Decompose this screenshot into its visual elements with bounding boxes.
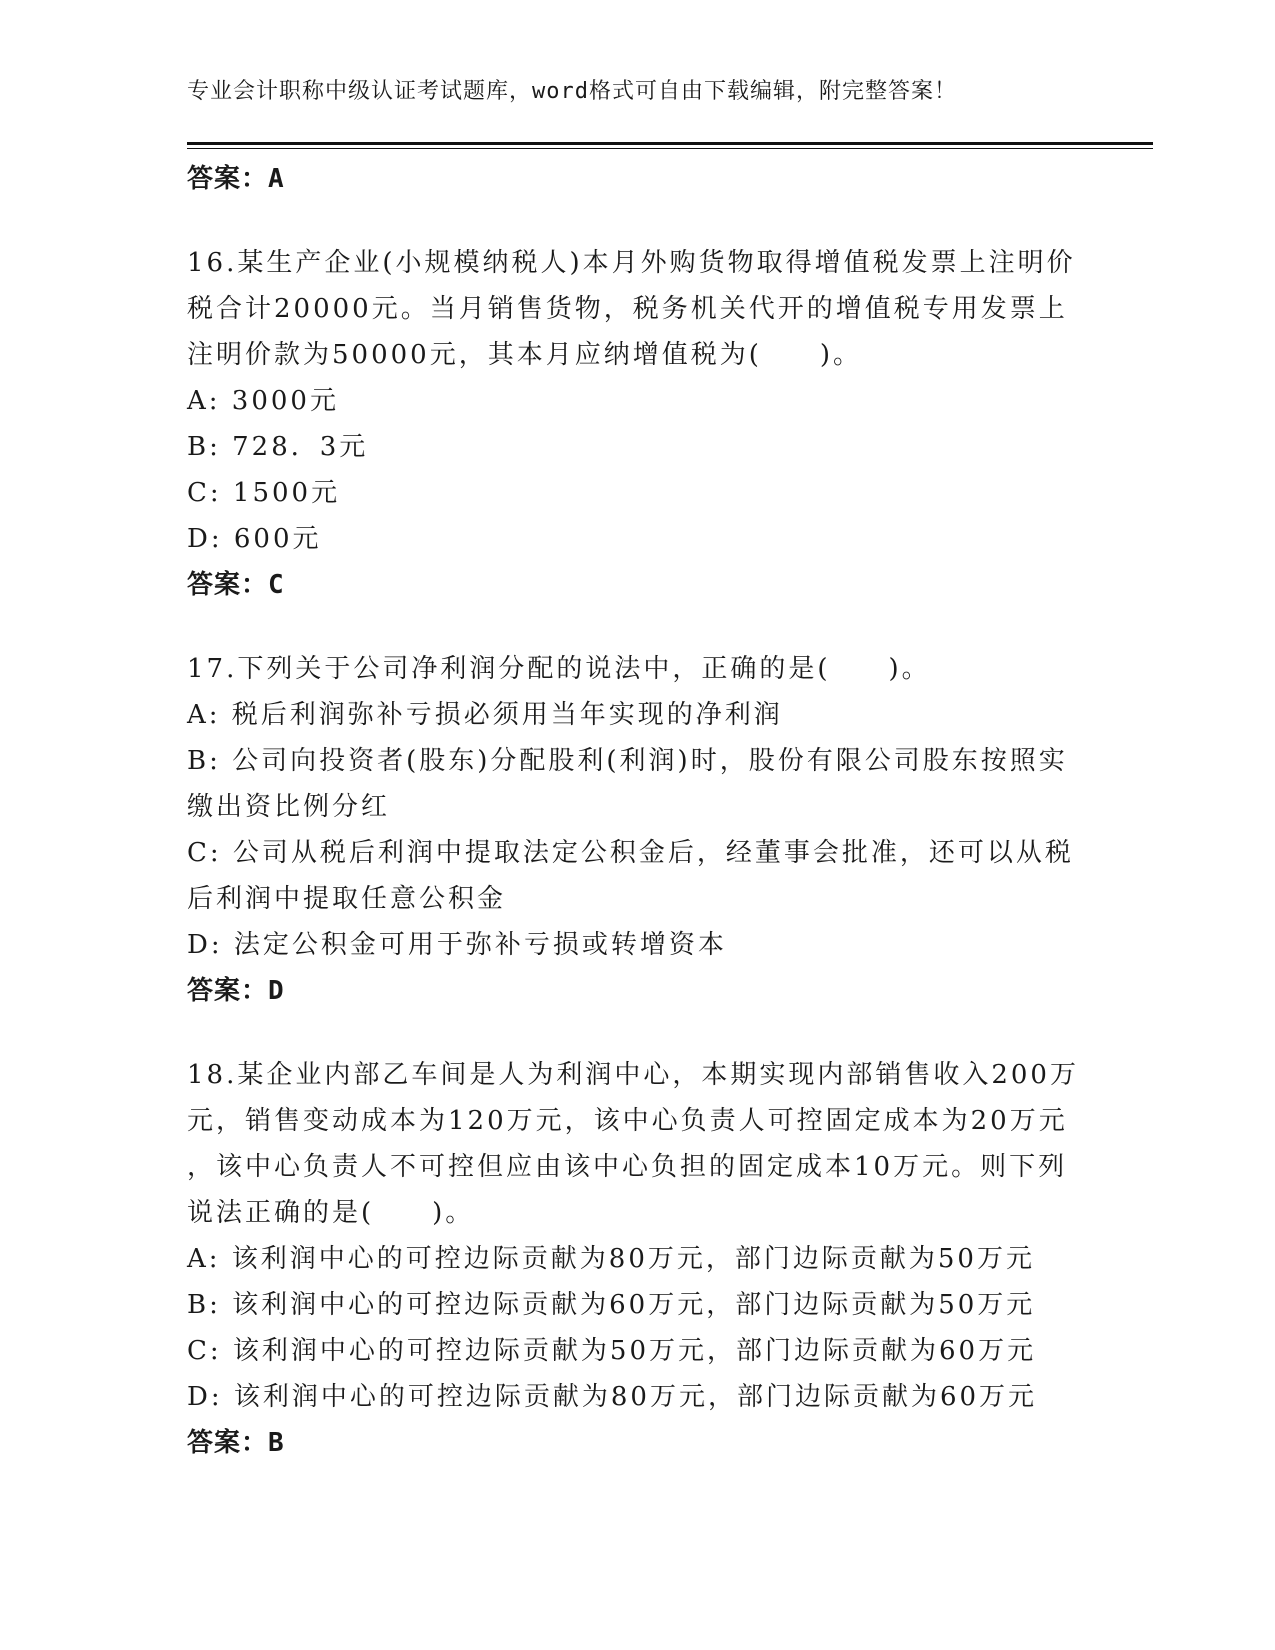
- option-c: C: 1500元: [187, 478, 341, 508]
- option-a: A: 税后利润弥补亏损必须用当年实现的净利润: [187, 700, 783, 730]
- answer: 答案：C: [187, 570, 285, 600]
- question-stem-line: 17.下列关于公司净利润分配的说法中，正确的是( )。: [187, 654, 931, 684]
- question-stem-line: 18.某企业内部乙车间是人为利润中心，本期实现内部销售收入200万: [187, 1060, 1079, 1090]
- answer: 答案：D: [187, 976, 285, 1006]
- option-d: D: 法定公积金可用于弥补亏损或转增资本: [187, 930, 727, 960]
- option-a: A: 该利润中心的可控边际贡献为80万元，部门边际贡献为50万元: [187, 1244, 1035, 1274]
- option-c-continued: 后利润中提取任意公积金: [187, 884, 507, 914]
- question-stem-line: 16.某生产企业(小规模纳税人)本月外购货物取得增值税发票上注明价: [187, 248, 1076, 278]
- question-stem-line: 说法正确的是( )。: [187, 1198, 475, 1228]
- header-rule-thick: [187, 142, 1153, 145]
- question-content: [187, 156, 1077, 1466]
- question-stem-line: 注明价款为50000元，其本月应纳增值税为( )。: [187, 340, 862, 370]
- option-b-continued: 缴出资比例分红: [187, 792, 391, 822]
- page-header: 专业会计职称中级认证考试题库，word格式可自由下载编辑，附完整答案！: [187, 79, 957, 104]
- question-16: [187, 240, 1077, 608]
- question-stem-line: 税合计20000元。当月销售货物，税务机关代开的增值税专用发票上: [187, 294, 1068, 324]
- option-b: B: 该利润中心的可控边际贡献为60万元，部门边际贡献为50万元: [187, 1290, 1036, 1320]
- question-18: [187, 1052, 1077, 1466]
- option-c: C: 该利润中心的可控边际贡献为50万元，部门边际贡献为60万元: [187, 1336, 1037, 1366]
- question-17: [187, 646, 1077, 1014]
- previous-answer: 答案：A: [187, 164, 285, 194]
- header-rule-thin: [187, 148, 1153, 149]
- option-b: B: 728．3元: [187, 432, 369, 462]
- option-d: D: 该利润中心的可控边际贡献为80万元，部门边际贡献为60万元: [187, 1382, 1038, 1412]
- option-d: D: 600元: [187, 524, 322, 554]
- question-stem-line: 元，销售变动成本为120万元，该中心负责人可控固定成本为20万元: [187, 1106, 1068, 1136]
- option-a: A: 3000元: [187, 386, 339, 416]
- option-b: B: 公司向投资者(股东)分配股利(利润)时，股份有限公司股东按照实: [187, 746, 1068, 776]
- question-stem-line: ，该中心负责人不可控但应由该中心负担的固定成本10万元。则下列: [187, 1152, 1068, 1182]
- option-c: C: 公司从税后利润中提取法定公积金后，经董事会批准，还可以从税: [187, 838, 1074, 868]
- answer: 答案：B: [187, 1428, 285, 1458]
